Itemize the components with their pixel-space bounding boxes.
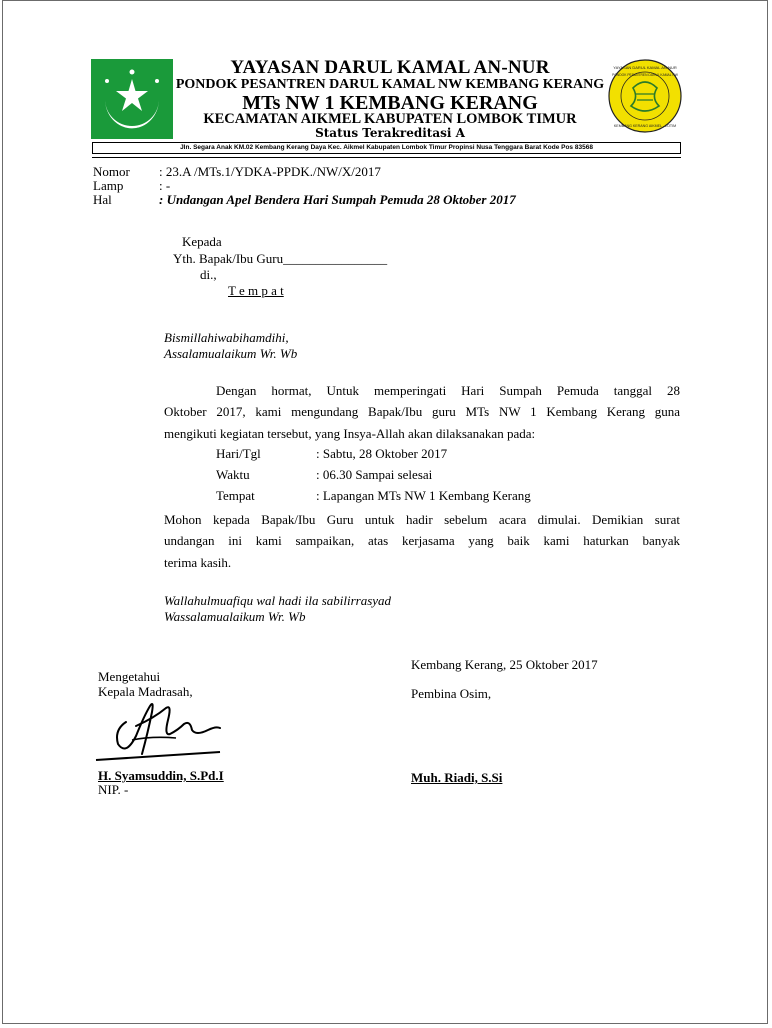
body-p1-line3: mengikuti kegiatan tersebut, yang Insya-Allah akan dilaksanakan pada: — [164, 426, 536, 441]
detail-value-place: : Lapangan MTs NW 1 Kembang Kerang — [316, 488, 531, 503]
recipient-kepada: Kepada — [182, 234, 222, 249]
body-p1-line2: Oktober 2017, kami mengundang Bapak/Ibu guru MTs NW 1 Kembang Kerang guna — [164, 404, 680, 419]
detail-label-date: Hari/Tgl — [216, 446, 261, 461]
letterhead-divider — [92, 157, 681, 158]
meta-key: Lamp — [93, 178, 124, 193]
body-p2-line3: terima kasih. — [164, 555, 232, 570]
sign-left-name: H. Syamsuddin, S.Pd.I — [98, 768, 224, 783]
letterhead-accreditation: Status Terakreditasi A — [315, 126, 465, 140]
body-p2-line1: Mohon kepada Bapak/Ibu Guru untuk hadir sebelum acara dimulai. Demikian surat — [164, 512, 680, 527]
signature-scribble — [92, 696, 228, 766]
seal-text-inner: PONDOK PESANTREN DARUL KAMAL NW — [612, 73, 678, 77]
meta-key: Hal — [93, 192, 112, 207]
star-crescent-icon — [91, 59, 173, 139]
recipient-yth: Yth. Bapak/Ibu Guru________________ — [173, 251, 388, 266]
detail-label-time: Waktu — [216, 467, 250, 482]
sign-right-title: Pembina Osim, — [411, 686, 492, 701]
letterhead-district: KECAMATAN AIKMEL KABUPATEN LOMBOK TIMUR — [203, 111, 577, 127]
meta-key: Nomor — [93, 164, 130, 179]
letterhead-school: MTs NW 1 KEMBANG KERANG — [242, 92, 538, 114]
recipient-di: di., — [200, 267, 217, 282]
meta-value-subject: : Undangan Apel Bendera Hari Sumpah Pemuda 28 Oktober 2017 — [159, 192, 516, 207]
closing-salam: Wassalamualaikum Wr. Wb — [164, 609, 306, 624]
letterhead-address: Jln. Segara Anak KM.02 Kembang Kerang Daya Kec. Aikmel Kabupaten Lombok Timur Propinsi Nusa Tenggara Barat Kode Pos 83568 — [92, 142, 681, 154]
letterhead-foundation: YAYASAN DARUL KAMAL AN-NUR — [230, 57, 550, 78]
detail-label-place: Tempat — [216, 488, 255, 503]
seal-text-top: YAYASAN DARUL KAMAL AN-NUR — [613, 65, 677, 70]
sign-left-acknowledged: Mengetahui — [98, 669, 161, 684]
detail-value-time: : 06.30 Sampai selesai — [316, 467, 433, 482]
opening-salam: Assalamualaikum Wr. Wb — [164, 346, 298, 361]
closing-doa: Wallahulmuafiqu wal hadi ila sabilirrasyad — [164, 593, 392, 608]
sign-left-nip: NIP. - — [98, 782, 129, 797]
meta-value: : - — [159, 178, 171, 193]
recipient-tempat: T e m p a t — [228, 283, 284, 298]
body-p2-line2: undangan ini kami sampaikan, atas kerjasama yang baik kami haturkan banyak — [164, 533, 680, 548]
meta-value: : 23.A /MTs.1/YDKA-PPDK./NW/X/2017 — [159, 164, 381, 179]
sign-left-title: Kepala Madrasah, — [98, 684, 193, 699]
foundation-logo — [91, 59, 173, 139]
seal-text-bottom: KEMBANG KERANG AIKMEL - LOTIM — [613, 124, 677, 128]
school-seal-logo — [607, 58, 683, 134]
detail-value-date: : Sabtu, 28 Oktober 2017 — [316, 446, 448, 461]
letterhead-pesantren: PONDOK PESANTREN DARUL KAMAL NW KEMBANG KERANG — [175, 77, 605, 92]
place-date: Kembang Kerang, 25 Oktober 2017 — [411, 657, 598, 672]
opening-bismillah: Bismillahiwabihamdihi, — [164, 330, 289, 345]
sign-right-name: Muh. Riadi, S.Si — [411, 770, 503, 785]
body-p1-line1: Dengan hormat, Untuk memperingati Hari Sumpah Pemuda tanggal 28 — [216, 383, 680, 398]
school-seal-icon — [607, 58, 683, 134]
